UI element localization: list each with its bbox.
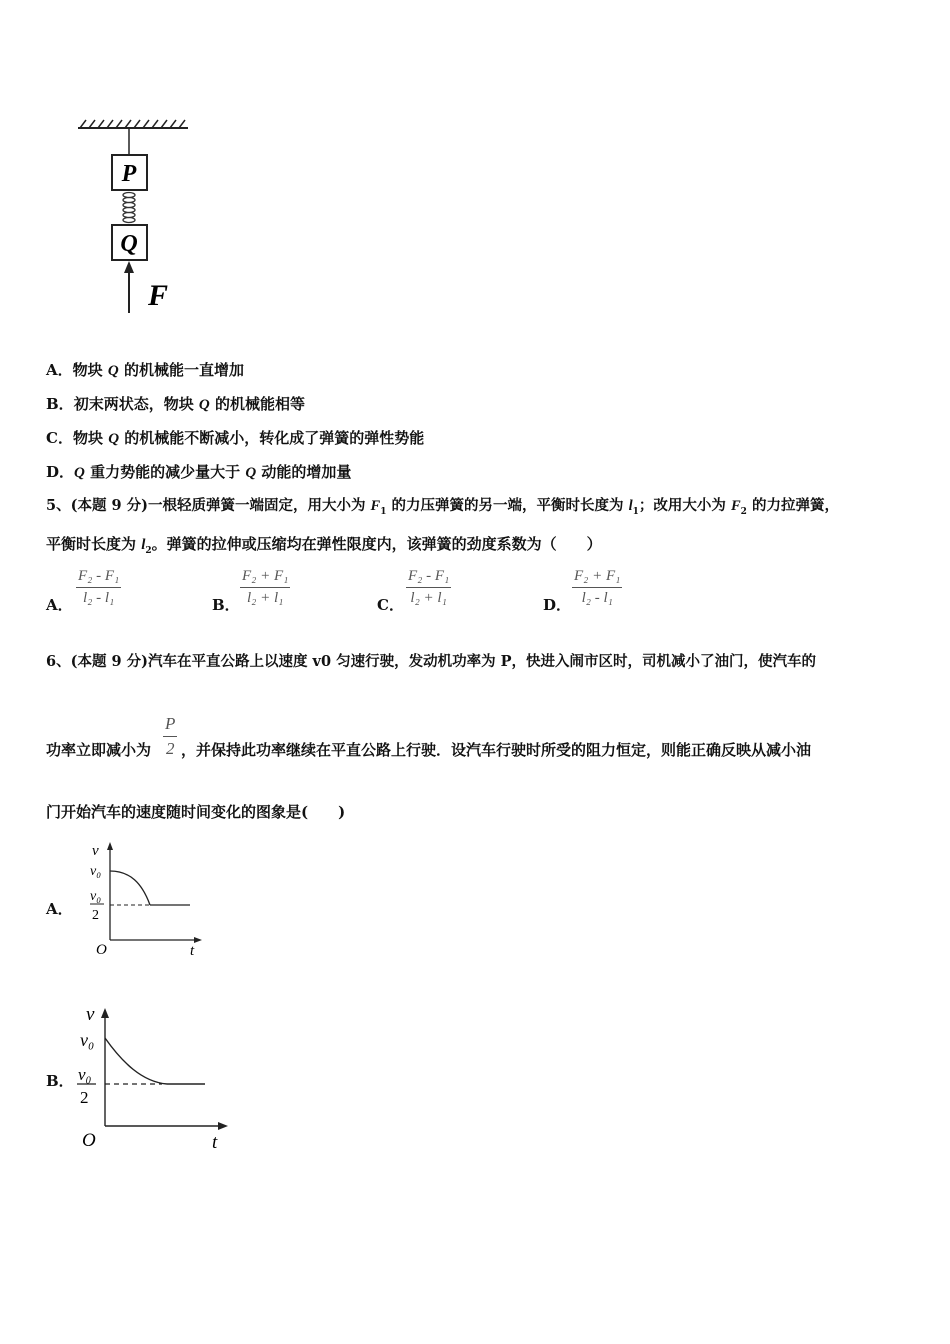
graph-b [72, 1000, 242, 1160]
q5-stem-line2: 平衡时长度为 $l_2$。弹簧的拉伸或压缩均在弹性限度内，该弹簧的劲度系数为（ ） [46, 535, 602, 556]
q5-option-b-label: B． [212, 596, 240, 614]
graph-b-y-label: v [86, 1004, 95, 1025]
graph-b-x-arrow [218, 1122, 228, 1130]
q5-option-a-label: A． [46, 596, 73, 614]
q6-stem-line2: 功率立即减小为 ，并保持此功率继续在平直公路上行驶．设汽车行驶时所受的阻力恒定，则能正确反映从减小油 [46, 741, 812, 759]
q6-option-a-label: A． [46, 900, 73, 918]
q6-power-fraction: P 2 [165, 714, 176, 758]
q5-option-c-fraction: F₂ - F₁ l₂ + l₁ [408, 568, 450, 606]
ceiling-hatch [80, 120, 185, 128]
force-arrow-head [124, 261, 134, 273]
q6-option-b-label: B． [46, 1072, 74, 1090]
spring-diagram [70, 115, 200, 320]
q6-stem-line1: 6、(本题 9 分)汽车在平直公路上以速度 v0 匀速行驶，发动机功率为 P，快进入闹市区时，司机减小了油门，使汽车的 [46, 653, 817, 670]
block-q-label: Q [120, 231, 138, 257]
q6-stem-line3: 门开始汽车的速度随时间变化的图象是( ) [46, 803, 346, 821]
q4-option-a: A．物块 Q 的机械能一直增加 [46, 361, 244, 379]
block-p-label: P [121, 161, 137, 187]
graph-b-v0-label: v₀ [80, 1030, 95, 1050]
graph-b-half-den: 2 [80, 1088, 89, 1107]
q5-option-a-fraction: F₂ - F₁ l₂ - l₁ [78, 568, 120, 606]
q5-option-b-fraction: F₂ + F₁ l₂ + l₁ [242, 568, 289, 606]
graph-a [80, 838, 210, 963]
graph-a-v0-label: v₀ [90, 864, 102, 879]
graph-a-half-den: 2 [92, 908, 99, 923]
graph-b-y-arrow [101, 1008, 109, 1018]
q5-option-d-label: D． [543, 596, 572, 614]
q5-option-d-fraction: F₂ + F₁ l₂ - l₁ [574, 568, 621, 606]
graph-b-x-label: t [212, 1132, 218, 1153]
graph-a-curve [110, 871, 150, 905]
q4-option-c: C．物块 Q 的机械能不断减小，转化成了弹簧的弹性势能 [46, 429, 425, 447]
force-label: F [148, 279, 169, 312]
q5-option-c-label: C． [377, 596, 404, 614]
q4-option-d: D．Q 重力势能的减少量大于 Q 动能的增加量 [46, 463, 352, 481]
graph-b-curve [105, 1038, 167, 1084]
spring [123, 193, 135, 223]
graph-b-half-num: v₀ [78, 1065, 92, 1084]
q4-option-b: B．初末两状态，物块 Q 的机械能相等 [46, 395, 305, 413]
graph-a-y-arrow [107, 842, 113, 850]
graph-a-x-label: t [190, 943, 195, 959]
graph-a-y-label: v [92, 843, 99, 859]
graph-a-half-num: v₀ [90, 889, 102, 904]
graph-a-x-arrow [194, 937, 202, 943]
graph-b-origin: O [82, 1130, 96, 1151]
graph-a-origin: O [96, 942, 107, 958]
q5-stem-line1: 5、(本题 9 分)一根轻质弹簧一端固定，用大小为 $F_1$ 的力压弹簧的另一端，平衡时长度为 $l_1$；改用大小为 $F_2$ 的力拉弹簧， [46, 497, 839, 517]
